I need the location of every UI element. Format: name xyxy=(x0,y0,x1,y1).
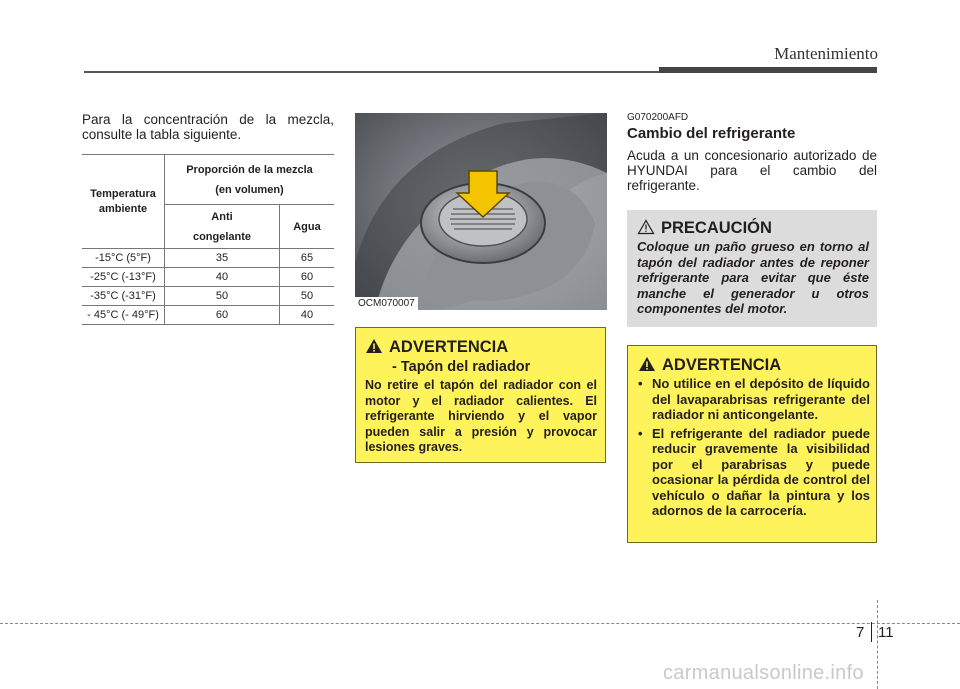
table-header-antifreeze xyxy=(165,205,280,249)
header-anti-line1: Anti xyxy=(211,210,233,223)
intro-line-2: consulte la tabla siguiente. xyxy=(82,127,242,142)
table-row xyxy=(82,268,334,287)
watermark: carmanualsonline.info xyxy=(663,662,864,684)
warning-title xyxy=(365,338,508,357)
section-title: Mantenimiento xyxy=(774,44,878,63)
table-row xyxy=(82,306,334,325)
cell-water: 40 xyxy=(279,306,334,325)
warning-triangle-icon xyxy=(638,356,656,372)
header-anti-line2: congelante xyxy=(192,230,252,243)
cell-temp: - 45°C (- 49°F) xyxy=(82,306,165,325)
warning-subtitle: - Tapón del radiador xyxy=(392,359,531,375)
warning-triangle-icon xyxy=(365,338,383,354)
caution-box xyxy=(627,210,877,327)
warning-title xyxy=(638,356,781,375)
header-temp-line1: Temperatura xyxy=(90,187,156,200)
page-number: 11 xyxy=(878,624,894,641)
cell-temp: -25°C (-13°F) xyxy=(82,268,165,287)
warning-body: No retire el tapón del radiador con el motor y el radiador calientes. El refrigerante hirviendo y el vapor pueden salir a presión y provocar lesiones graves. xyxy=(365,378,597,454)
photo-code-label: OCM070007 xyxy=(355,297,418,310)
header-mix-line1: Proporción de la mezcla xyxy=(186,163,313,176)
cell-temp: -35°C (-31°F) xyxy=(82,287,165,306)
warning-box-washer-fluid xyxy=(627,345,877,543)
cell-anti: 40 xyxy=(165,268,280,287)
radiator-cap-illustration xyxy=(355,113,607,310)
header-temp-line2: ambiente xyxy=(98,202,148,215)
table-header-mix-ratio xyxy=(165,155,335,205)
list-item: • No utilice en el depósito de líquido del lavaparabrisas refrigerante del radiador ni anticongelante. xyxy=(636,376,870,423)
cell-water: 60 xyxy=(279,268,334,287)
warning-list xyxy=(636,376,870,522)
cell-temp: -15°C (5°F) xyxy=(82,249,165,268)
table-header-temperature xyxy=(82,155,165,249)
page-chapter-number: 7 xyxy=(856,624,865,641)
cell-anti: 50 xyxy=(165,287,280,306)
cell-anti: 35 xyxy=(165,249,280,268)
section-code: G070200AFD xyxy=(627,112,689,123)
page-number-separator xyxy=(871,622,872,642)
intro-paragraph xyxy=(82,112,334,142)
header-rule xyxy=(84,71,659,73)
cell-water: 65 xyxy=(279,249,334,268)
intro-line-1: Para la concentración de la mezcla, xyxy=(82,112,334,127)
warning-title-text: ADVERTENCIA xyxy=(662,356,782,374)
warning-title-text: ADVERTENCIA xyxy=(389,338,509,356)
caution-triangle-icon xyxy=(637,219,655,235)
footer-dashed-rule xyxy=(0,623,960,624)
header-mix-line2: (en volumen) xyxy=(215,183,284,196)
section-heading: Cambio del refrigerante xyxy=(627,125,796,142)
caution-body: Coloque un paño grueso en torno al tapón del radiador antes de reponer refrigerante para evitar que éste manche el generador u otros componentes del motor. xyxy=(637,239,869,316)
warning-box-radiator-cap xyxy=(355,327,606,463)
cell-anti: 60 xyxy=(165,306,280,325)
footer-vertical-rule xyxy=(877,600,878,689)
cell-water: 50 xyxy=(279,287,334,306)
list-item: • El refrigerante del radiador puede reducir gravemente la visibilidad por el parabrisas y puede ocasionar la pérdida de control del vehículo o dañar la pintura y los adornos de la carrocería. xyxy=(636,426,870,519)
header-rule-accent xyxy=(659,67,877,73)
table-row xyxy=(82,287,334,306)
table-row xyxy=(82,249,334,268)
section-paragraph: Acuda a un concesionario autorizado de HYUNDAI para el cambio del refrigerante. xyxy=(627,148,877,193)
caution-title-text: PRECAUCIÓN xyxy=(661,219,772,237)
caution-title xyxy=(637,219,772,238)
table-header-water: Agua xyxy=(279,205,334,249)
radiator-cap-photo xyxy=(355,113,607,310)
coolant-mix-table xyxy=(82,154,334,325)
